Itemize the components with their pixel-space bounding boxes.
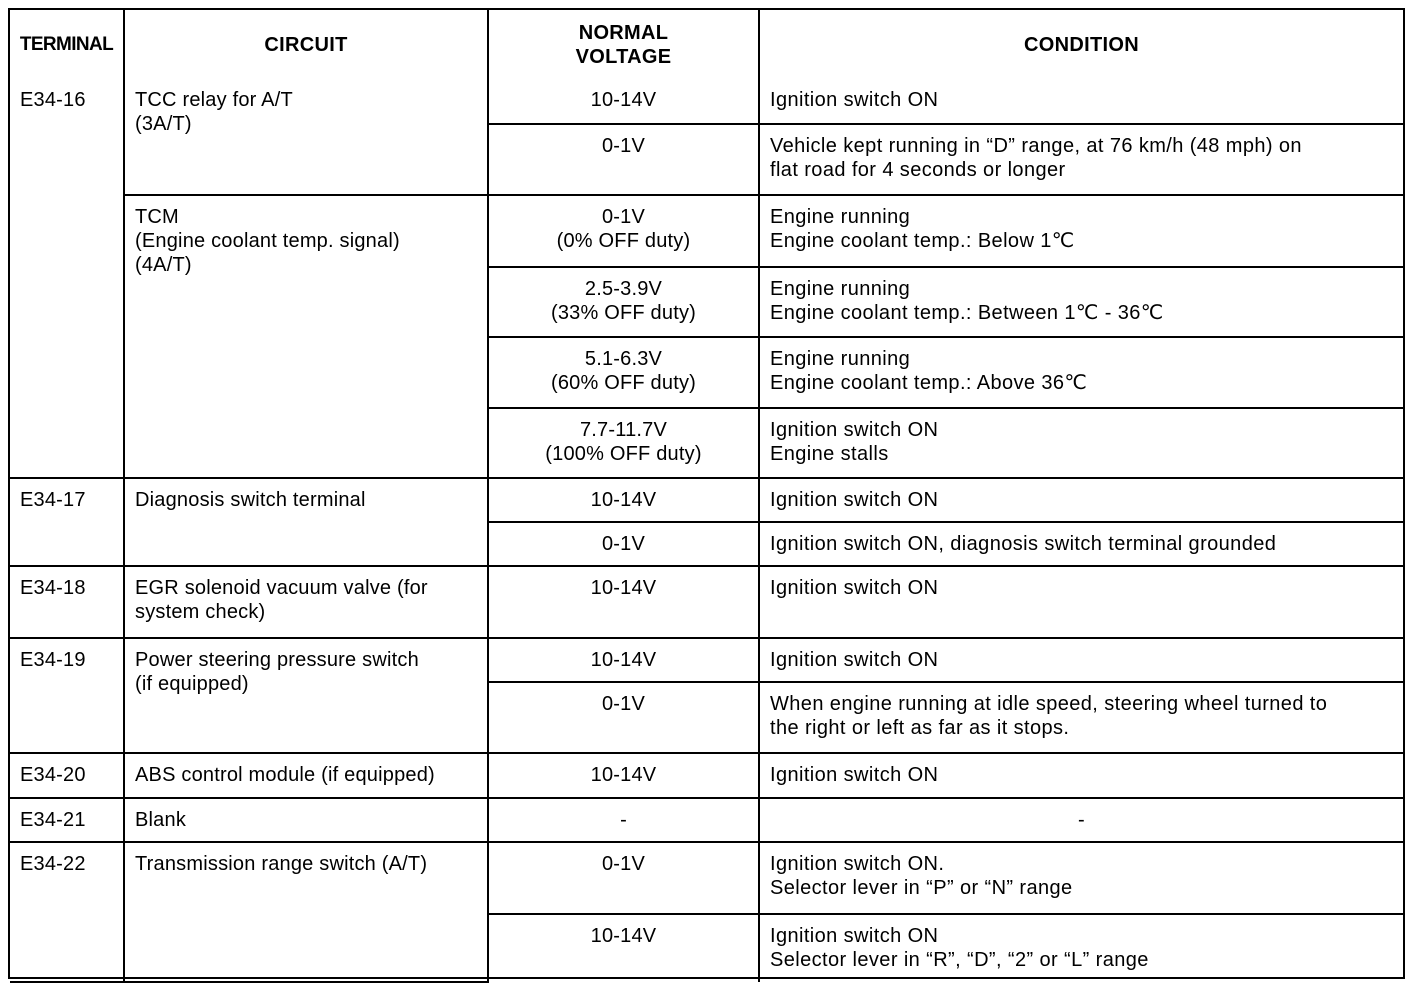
terminal-cell: E34-19 <box>10 638 124 753</box>
voltage-line: 5.1-6.3V <box>584 348 663 370</box>
voltage-cell <box>488 408 759 478</box>
condition-line: Selector lever in “R”, “D”, “2” or “L” range <box>770 949 1149 971</box>
circuit-cell: ABS control module (if equipped) <box>124 753 488 798</box>
condition-cell <box>759 79 1403 124</box>
condition-cell <box>759 682 1403 753</box>
circuit-cell <box>124 195 488 478</box>
table-row <box>10 195 1403 267</box>
circuit-cell: Diagnosis switch terminal <box>124 478 488 566</box>
circuit-line: system check) <box>135 601 266 623</box>
table-row <box>10 566 1403 638</box>
circuit-cell: Transmission range switch (A/T) <box>124 842 488 982</box>
condition-cell <box>759 337 1403 408</box>
condition-cell <box>759 195 1403 267</box>
condition-cell <box>759 638 1403 682</box>
voltage-cell <box>488 337 759 408</box>
voltage-cell <box>488 195 759 267</box>
voltage-line: (0% OFF duty) <box>556 230 691 252</box>
condition-cell <box>759 914 1403 982</box>
header-circuit: CIRCUIT <box>124 10 488 79</box>
condition-line: Ignition switch ON <box>770 649 939 671</box>
circuit-line: EGR solenoid vacuum valve (for <box>135 577 428 599</box>
condition-line: Ignition switch ON. <box>770 853 945 875</box>
condition-line: Engine running <box>770 348 911 370</box>
terminal-cell: E34-17 <box>10 478 124 566</box>
condition-line: flat road for 4 seconds or longer <box>770 159 1066 181</box>
condition-line: Engine coolant temp.: Between 1℃ - 36℃ <box>770 302 1164 324</box>
condition-cell: Ignition switch ON, diagnosis switch terminal grounded <box>759 522 1403 566</box>
voltage-line: 2.5-3.9V <box>584 278 663 300</box>
circuit-line: (4A/T) <box>135 254 192 276</box>
condition-line: the right or left as far as it stops. <box>770 717 1070 739</box>
header-row <box>10 10 1403 79</box>
voltage-line: 7.7-11.7V <box>579 419 668 441</box>
voltage-cell: 10-14V <box>488 914 759 982</box>
voltage-cell: 10-14V <box>488 478 759 522</box>
terminal-voltage-table <box>8 8 1405 979</box>
header-normal-voltage <box>488 10 759 79</box>
terminal-cell: E34-22 <box>10 842 124 982</box>
condition-line: Ignition switch ON <box>770 925 939 947</box>
terminal-cell: E34-18 <box>10 566 124 638</box>
voltage-cell: 10-14V <box>488 566 759 638</box>
circuit-cell <box>124 566 488 638</box>
table-row <box>10 753 1403 798</box>
voltage-cell <box>488 267 759 337</box>
condition-line: Engine running <box>770 206 911 228</box>
table-row <box>10 478 1403 522</box>
voltage-cell: - <box>488 798 759 842</box>
circuit-cell <box>124 638 488 753</box>
voltage-line: (60% OFF duty) <box>550 372 697 394</box>
condition-line: Selector lever in “P” or “N” range <box>770 877 1073 899</box>
circuit-line: (3A/T) <box>135 113 192 135</box>
condition-cell: - <box>759 798 1403 842</box>
table-row <box>10 638 1403 682</box>
circuit-line: TCC relay for A/T <box>135 89 293 111</box>
circuit-line: (Engine coolant temp. signal) <box>135 230 400 252</box>
circuit-cell: Blank <box>124 798 488 842</box>
condition-cell <box>759 408 1403 478</box>
table-row <box>10 842 1403 914</box>
header-voltage-line: VOLTAGE <box>575 45 672 68</box>
condition-cell <box>759 124 1403 195</box>
terminal-cell: E34-16 <box>10 79 124 478</box>
voltage-cell: 0-1V <box>488 682 759 753</box>
voltage-cell: 10-14V <box>488 753 759 798</box>
voltage-cell <box>488 79 759 124</box>
voltage-cell: 0-1V <box>488 842 759 914</box>
table <box>10 10 1403 983</box>
condition-cell: Ignition switch ON <box>759 753 1403 798</box>
circuit-line: TCM <box>135 206 179 228</box>
condition-line: Engine stalls <box>770 443 889 465</box>
condition-cell <box>759 267 1403 337</box>
table-row <box>10 79 1403 124</box>
condition-cell: Ignition switch ON <box>759 478 1403 522</box>
header-terminal: TERMINAL <box>10 10 124 79</box>
condition-line: Ignition switch ON <box>770 89 939 111</box>
voltage-line: (33% OFF duty) <box>550 302 697 324</box>
header-condition: CONDITION <box>759 10 1403 79</box>
circuit-line: (if equipped) <box>135 673 249 695</box>
terminal-cell: E34-20 <box>10 753 124 798</box>
voltage-line: 0-1V <box>601 206 646 228</box>
condition-line: When engine running at idle speed, steering wheel turned to <box>770 693 1328 715</box>
circuit-cell <box>124 79 488 195</box>
terminal-cell: E34-21 <box>10 798 124 842</box>
voltage-cell <box>488 124 759 195</box>
condition-line: Engine coolant temp.: Below 1℃ <box>770 230 1075 252</box>
voltage-line: 0-1V <box>601 135 646 157</box>
condition-line: Ignition switch ON <box>770 419 939 441</box>
condition-line: Engine running <box>770 278 911 300</box>
condition-line: Vehicle kept running in “D” range, at 76 km/h (48 mph) on <box>770 135 1302 157</box>
circuit-line: Power steering pressure switch <box>135 649 419 671</box>
condition-cell <box>759 842 1403 914</box>
table-row <box>10 798 1403 842</box>
condition-cell: Ignition switch ON <box>759 566 1403 638</box>
condition-line: Engine coolant temp.: Above 36℃ <box>770 372 1088 394</box>
voltage-line: (100% OFF duty) <box>545 443 702 465</box>
voltage-line: 10-14V <box>590 89 657 111</box>
voltage-cell: 0-1V <box>488 522 759 566</box>
header-voltage-line: NORMAL <box>578 21 669 44</box>
voltage-cell: 10-14V <box>488 638 759 682</box>
